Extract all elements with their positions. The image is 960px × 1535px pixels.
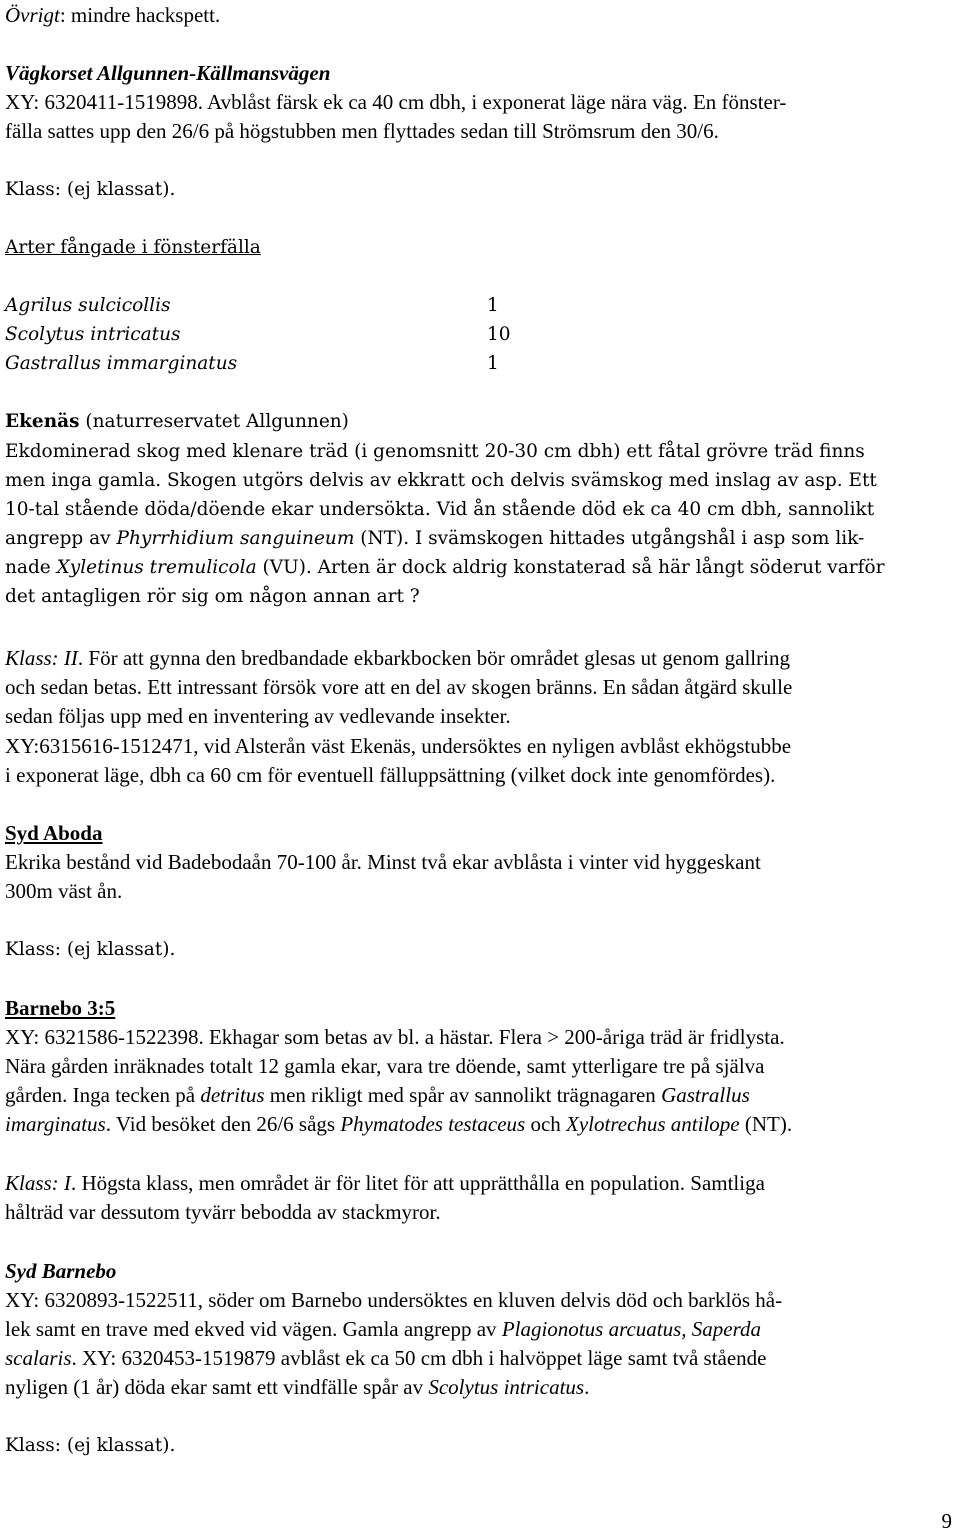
species-row [5,355,525,374]
klass-label: Klass: I [5,1171,71,1195]
text-run: nyligen (1 år) döda ekar samt ett vindfälle spår av [5,1375,429,1399]
paragraph-line [5,1114,792,1135]
klass-label: Klass: (ej klassat). [5,939,176,960]
paragraph-line: 300m väst ån. [5,879,123,903]
ovrigt-text: : mindre hackspett. [59,3,221,27]
paragraph-line: Ekdominerad skog med klenare träd (i genomsnitt 20-30 cm dbh) ett fåtal grövre träd finns [5,441,865,462]
text-run: gården. Inga tecken på [5,1083,201,1107]
klass-label: Klass: II [5,646,78,670]
section-title-syd-aboda: Syd Aboda [5,821,103,845]
section-title-ekenas [5,413,349,432]
species-name: Xyletinus tremulicola [56,557,257,578]
text-run: men rikligt med spår av sannolikt trägnagaren [264,1083,662,1107]
paragraph-line: sedan följas upp med en inventering av vedlevande insekter. [5,704,511,728]
ovrigt-label: Övrigt [5,3,60,27]
species-name: Phymatodes testaceus [340,1112,526,1136]
species-count: 1 [487,295,499,316]
section-title-vagkorset: Vägkorset Allgunnen-Källmansvägen [5,61,331,85]
klass-label: Klass: (ej klassat). [5,179,176,200]
paragraph-line [5,1085,750,1106]
text-run: angrepp av [5,528,117,549]
paragraph-line: och sedan betas. Ett intressant försök vore att en del av skogen bränns. En sådan åtgärd skulle [5,675,793,699]
species-name: Phyrrhidium sanguineum [116,528,355,549]
ekenas-title-rest: (naturreservatet Allgunnen) [79,411,349,432]
paragraph-line [5,559,884,578]
species-name: Xylotrechus antilope [566,1112,740,1136]
text-run: och [525,1112,567,1136]
paragraph-line [5,1348,767,1369]
paragraph-line [5,1377,589,1398]
paragraph-line [5,1319,761,1340]
text-run: nade [5,557,57,578]
species-name: detritus [200,1083,265,1107]
paragraph-line: XY: 6321586-1522398. Ekhagar som betas av bl. a hästar. Flera > 200-åriga träd är fridlysta. [5,1025,785,1049]
page-number: 9 [941,1509,952,1533]
ovrigt-line [5,5,220,26]
species-name: Plagionotus arcuatus, Saperda [501,1317,762,1341]
text-run: (NT). I svämskogen hittades utgångshål i asp som lik- [354,528,865,549]
paragraph-line: hålträd var dessutom tyvärr bebodda av stackmyror. [5,1200,441,1224]
klass-line [5,1173,765,1194]
species-name: Gastrallus [661,1083,750,1107]
species-name: scalaris [5,1346,72,1370]
paragraph-line: fälla sattes upp den 26/6 på högstubben men flyttades sedan till Strömsrum den 30/6. [5,119,719,143]
species-name: Scolytus intricatus [5,324,181,345]
species-row [5,326,525,345]
klass-label: Klass: (ej klassat). [5,1435,176,1456]
text-run: . För att gynna den bredbandade ekbarkbocken bör området glesas ut genom gallring [77,646,790,670]
species-name: Agrilus sulcicollis [5,295,171,316]
text-run: . XY: 6320453-1519879 avblåst ek ca 50 cm dbh i halvöppet läge samt två stående [71,1346,767,1370]
text-run: . Vid besöket den 26/6 sågs [105,1112,341,1136]
section-title-syd-barnebo: Syd Barnebo [5,1259,117,1283]
paragraph-line: men inga gamla. Skogen utgörs delvis av ekkratt och delvis svämskog med inslag av asp. Ett [5,470,877,491]
paragraph-line: XY:6315616-1512471, vid Alsterån väst Ekenäs, undersöktes en nyligen avblåst ekhögstubbe [5,734,792,758]
species-name: Scolytus intricatus [428,1375,585,1399]
paragraph-line: XY: 6320893-1522511, söder om Barnebo undersöktes en kluven delvis död och barklös hå- [5,1288,783,1312]
text-run: . Högsta klass, men området är för litet för att upprätthålla en population. Samtliga [70,1171,765,1195]
paragraph-line: XY: 6320411-1519898. Avblåst färsk ek ca 40 cm dbh, i exponerat läge nära väg. En fönster- [5,90,787,114]
section-title-barnebo: Barnebo 3:5 [5,996,116,1020]
species-name: Gastrallus immarginatus [5,353,238,374]
paragraph-line: i exponerat läge, dbh ca 60 cm för eventuell fälluppsättning (vilket dock inte genomfördes). [5,763,776,787]
ekenas-title-bold: Ekenäs [5,411,80,432]
species-count: 10 [487,324,511,345]
text-run: (NT). [739,1112,793,1136]
species-row [5,297,525,316]
paragraph-line: 10-tal stående döda/döende ekar undersökta. Vid ån stående död ek ca 40 cm dbh, sannolikt [5,499,875,520]
arter-heading: Arter fångade i fönsterfälla [5,237,261,258]
paragraph-line: Ekrika bestånd vid Badebodaån 70-100 år. Minst två ekar avblåsta i vinter vid hyggeskant [5,850,761,874]
species-name: imarginatus [5,1112,106,1136]
klass-line [5,648,790,669]
text-run: . [584,1375,590,1399]
text-run: (VU). Arten är dock aldrig konstaterad så här långt söderut varför [256,557,885,578]
paragraph-line: Nära gården inräknades totalt 12 gamla ekar, vara tre döende, samt ytterligare tre på själva [5,1054,765,1078]
text-run: lek samt en trave med ekved vid vägen. Gamla angrepp av [5,1317,502,1341]
paragraph-line: det antagligen rör sig om någon annan art ? [5,586,420,607]
species-count: 1 [487,353,499,374]
paragraph-line [5,530,864,549]
